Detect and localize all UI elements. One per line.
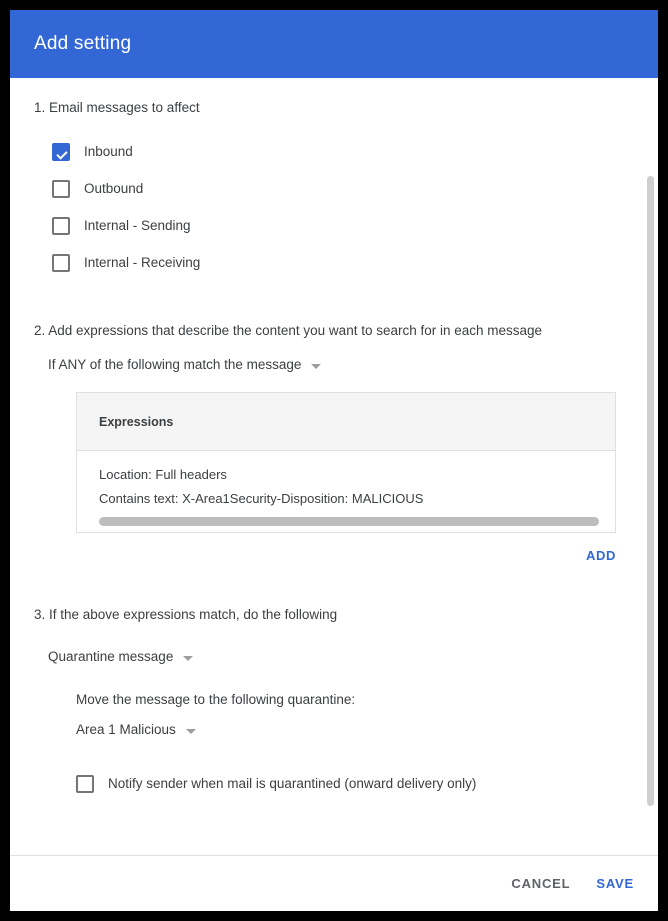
chevron-down-icon (186, 729, 196, 734)
match-condition-dropdown[interactable] (48, 357, 321, 372)
expressions-scrollbar-thumb[interactable] (99, 517, 599, 526)
checkbox-row-outbound[interactable] (34, 170, 634, 207)
checkbox-row-internal-sending[interactable] (34, 207, 634, 244)
add-setting-dialog (10, 10, 658, 911)
checkbox-row-internal-receiving[interactable] (34, 244, 634, 281)
checkbox-label-outbound: Outbound (84, 181, 144, 196)
add-expression-button[interactable]: ADD (586, 548, 616, 563)
dialog-scrollbar-thumb[interactable] (647, 176, 654, 806)
step2-label: 2. Add expressions that describe the content you want to search for in each message (34, 323, 543, 338)
expressions-column-header: Expressions (99, 414, 174, 429)
table-row[interactable]: Contains text: X-Area1Security-Disposition: MALICIOUS (99, 491, 424, 506)
checkbox-notify-sender[interactable] (76, 775, 94, 793)
checkbox-internal-receiving[interactable] (52, 254, 70, 272)
action-dropdown[interactable] (48, 649, 193, 664)
expressions-table (76, 392, 616, 533)
expressions-table-header (77, 393, 615, 451)
step1-label: 1. Email messages to affect (34, 100, 200, 115)
chevron-down-icon (311, 364, 321, 369)
checkbox-label-notify-sender: Notify sender when mail is quarantined (onward delivery only) (108, 776, 477, 791)
table-row[interactable]: Location: Full headers (99, 467, 227, 482)
checkbox-row-inbound[interactable] (34, 133, 634, 170)
quarantine-dropdown-value: Area 1 Malicious (76, 722, 176, 737)
dialog-footer (10, 855, 658, 911)
checkbox-outbound[interactable] (52, 180, 70, 198)
checkbox-row-notify-sender[interactable] (34, 765, 634, 802)
checkbox-label-inbound: Inbound (84, 144, 133, 159)
chevron-down-icon (183, 656, 193, 661)
checkbox-internal-sending[interactable] (52, 217, 70, 235)
dialog-body (10, 78, 658, 855)
checkbox-label-internal-sending: Internal - Sending (84, 218, 191, 233)
dialog-scrollbar[interactable] (649, 78, 656, 855)
expressions-table-rows (77, 451, 615, 532)
step3-label: 3. If the above expressions match, do the following (34, 607, 338, 622)
quarantine-dropdown[interactable] (76, 722, 196, 737)
page-title: Add setting (34, 33, 132, 54)
action-dropdown-value: Quarantine message (48, 649, 174, 664)
checkbox-inbound[interactable] (52, 143, 70, 161)
add-expression-row (76, 533, 616, 565)
match-condition-value: If ANY of the following match the message (48, 357, 302, 372)
checkbox-label-internal-receiving: Internal - Receiving (84, 255, 201, 270)
quarantine-instruction: Move the message to the following quarantine: (76, 692, 356, 707)
cancel-button[interactable]: CANCEL (511, 876, 571, 891)
save-button[interactable]: SAVE (596, 876, 634, 891)
dialog-titlebar (10, 10, 658, 78)
expressions-horizontal-scrollbar[interactable] (99, 517, 593, 526)
